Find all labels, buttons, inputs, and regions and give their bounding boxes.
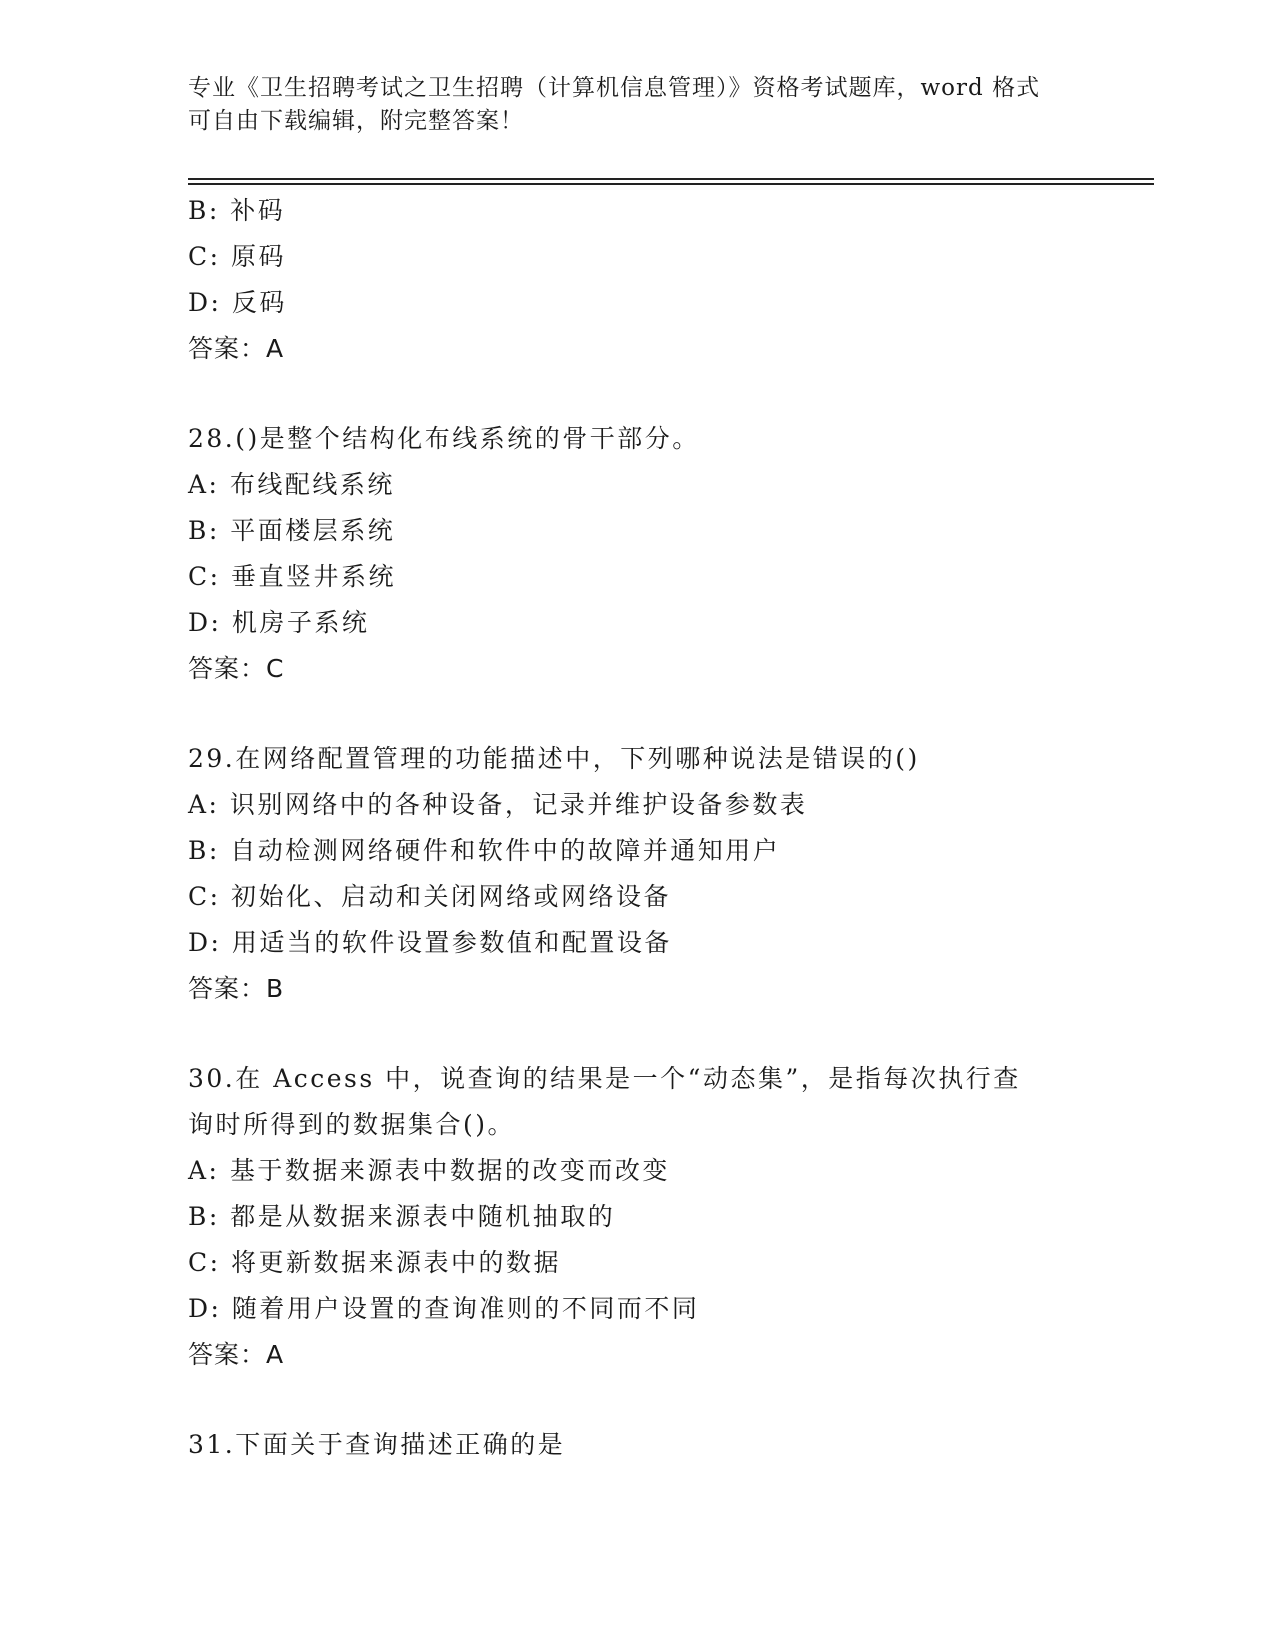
spacer <box>188 692 1148 736</box>
question-30 <box>188 1056 1148 1378</box>
question-27-continued <box>188 188 1148 372</box>
option-d: D: 随着用户设置的查询准则的不同而不同 <box>188 1294 700 1323</box>
option-c: C: 将更新数据来源表中的数据 <box>188 1248 561 1277</box>
option-c: C: 原码 <box>188 242 286 271</box>
question-stem: 31.下面关于查询描述正确的是 <box>188 1430 566 1459</box>
document-header <box>188 72 1068 138</box>
header-line-1: 专业《卫生招聘考试之卫生招聘（计算机信息管理）》资格考试题库，word 格式 <box>188 75 1041 101</box>
option-a: A: 基于数据来源表中数据的改变而改变 <box>188 1156 670 1185</box>
option-d: D: 反码 <box>188 288 287 317</box>
option-c: C: 初始化、启动和关闭网络或网络设备 <box>188 882 671 911</box>
header-divider-top <box>188 178 1154 180</box>
option-d: D: 用适当的软件设置参数值和配置设备 <box>188 928 672 957</box>
header-line-2: 可自由下载编辑，附完整答案！ <box>188 108 524 134</box>
option-a: A: 布线配线系统 <box>188 470 395 499</box>
question-stem: 28.()是整个结构化布线系统的骨干部分。 <box>188 424 700 453</box>
header-divider-bottom <box>188 183 1154 185</box>
question-29 <box>188 736 1148 1012</box>
option-c: C: 垂直竖井系统 <box>188 562 396 591</box>
question-stem: 29.在网络配置管理的功能描述中，下列哪种说法是错误的() <box>188 744 920 773</box>
answer-line: 答案：A <box>188 1340 285 1369</box>
option-b: B: 都是从数据来源表中随机抽取的 <box>188 1202 616 1231</box>
question-stem-line-2: 询时所得到的数据集合()。 <box>188 1110 516 1139</box>
option-a: A: 识别网络中的各种设备，记录并维护设备参数表 <box>188 790 808 819</box>
spacer <box>188 1012 1148 1056</box>
answer-line: 答案：B <box>188 974 285 1003</box>
option-d: D: 机房子系统 <box>188 608 370 637</box>
answer-line: 答案：A <box>188 334 285 363</box>
question-stem-line-1: 30.在 Access 中，说查询的结果是一个“动态集”，是指每次执行查 <box>188 1064 1021 1093</box>
spacer <box>188 372 1148 416</box>
option-b: B: 自动检测网络硬件和软件中的故障并通知用户 <box>188 836 781 865</box>
answer-line: 答案：C <box>188 654 285 683</box>
question-31 <box>188 1422 1148 1468</box>
question-28 <box>188 416 1148 692</box>
question-list <box>188 188 1148 1468</box>
option-b: B: 平面楼层系统 <box>188 516 396 545</box>
option-b: B: 补码 <box>188 196 286 225</box>
spacer <box>188 1378 1148 1422</box>
